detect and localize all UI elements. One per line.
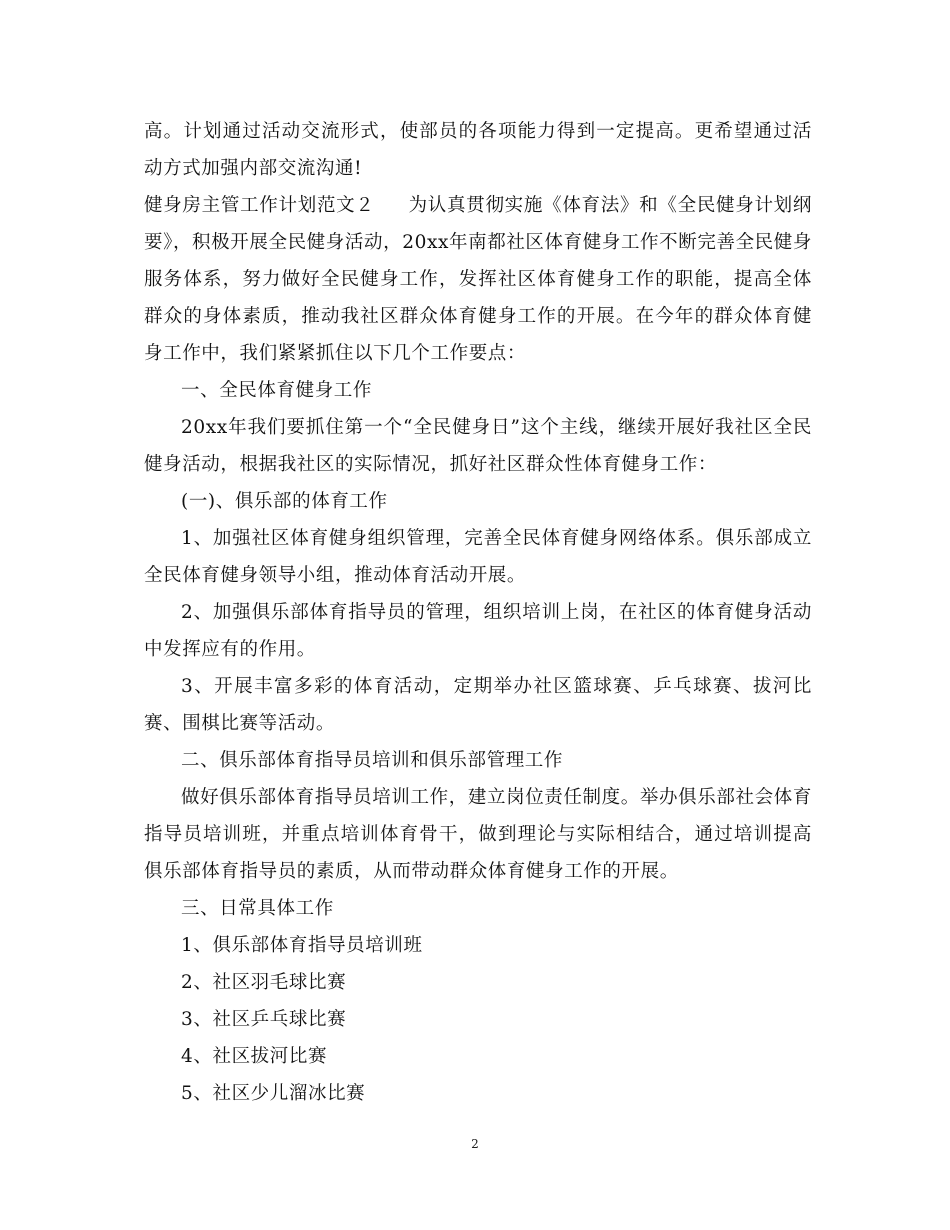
heading-1: 一、全民体育健身工作: [181, 380, 373, 401]
list-item: 2、加强俱乐部体育指导员的管理，组织培训上岗，在社区的体育健身活动中发挥应有的作用。: [144, 602, 812, 660]
section-title: 健身房主管工作计划范文２: [144, 195, 375, 216]
heading-3: 三、日常具体工作: [181, 898, 334, 919]
heading-1-1: (一)、俱乐部的体育工作: [181, 491, 388, 512]
paragraph-1: 20xx年我们要抓住第一个“全民健身日”这个主线，继续开展好我社区全民健身活动，根据我社区的实际情况，抓好社区群众性体育健身工作：: [144, 417, 812, 475]
section-heading-paragraph: [144, 187, 812, 372]
list-item: 5、社区少儿溜冰比赛: [181, 1083, 366, 1104]
paragraph-2: 做好俱乐部体育指导员培训工作，建立岗位责任制度。举办俱乐部社会体育指导员培训班，并重点培训体育骨干，做到理论与实际相结合，通过培训提高俱乐部体育指导员的素质，从而带动群众体育健身工作的开展。: [144, 787, 812, 882]
list-item: 3、社区乒乓球比赛: [181, 1009, 347, 1030]
section-lead-text: 为认真贯彻实施《体育法》和《全民健身计划纲要》，积极开展全民健身活动，20xx年南都社区体育健身工作不断完善全民健身服务体系，努力做好全民健身工作，发挥社区体育健身工作的职能，提高全体群众的身体素质，推动我社区群众体育健身工作的开展。在今年的群众体育健身工作中，我们紧紧抓住以下几个工作要点：: [144, 195, 813, 364]
list-item: 1、加强社区体育健身组织管理，完善全民体育健身网络体系。俱乐部成立全民体育健身领导小组，推动体育活动开展。: [144, 528, 812, 586]
document-body: [144, 113, 812, 1112]
list-item: 1、俱乐部体育指导员培训班: [181, 935, 423, 956]
list-item: 4、社区拔河比赛: [181, 1046, 328, 1067]
paragraph-intro-end: 高。计划通过活动交流形式，使部员的各项能力得到一定提高。更希望通过活动方式加强内部交流沟通!: [144, 121, 812, 179]
page-number: 2: [471, 1137, 479, 1151]
list-item: 2、社区羽毛球比赛: [181, 972, 347, 993]
list-item: 3、开展丰富多彩的体育活动，定期举办社区篮球赛、乒乓球赛、拔河比赛、围棋比赛等活动。: [144, 676, 812, 734]
heading-2: 二、俱乐部体育指导员培训和俱乐部管理工作: [181, 750, 564, 771]
